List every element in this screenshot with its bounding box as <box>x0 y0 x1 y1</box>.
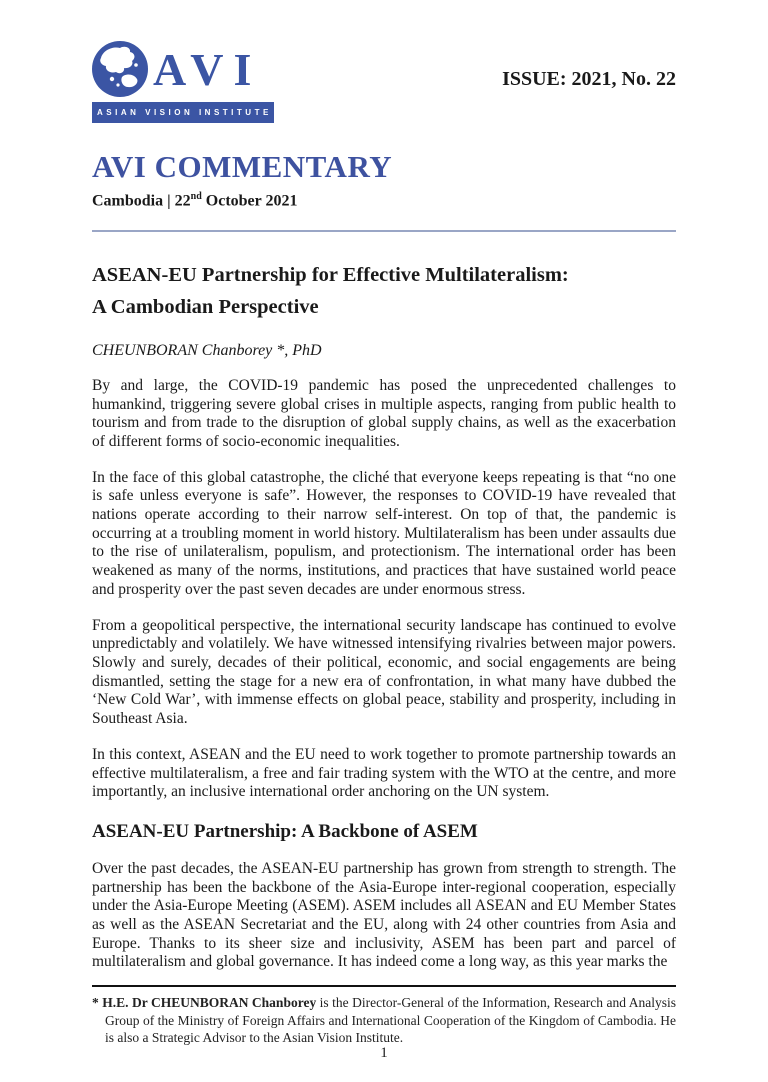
logo-top-row <box>92 40 274 98</box>
article-title <box>92 260 676 324</box>
footnote-text: is the Director-General of the Information, Research and Analysis Group of the Ministry of Foreign Affairs and International Cooperation of the Kingdom of Cambodia. He is also a Strategic Advisor to the Asian Vision Institute. <box>105 995 677 1046</box>
footnote-divider <box>92 985 676 987</box>
dateline-suffix: October 2021 <box>201 192 298 210</box>
author-line: CHEUNBORAN Chanborey *, PhD <box>92 341 322 359</box>
dateline <box>92 191 676 210</box>
masthead-title: AVI COMMENTARY <box>92 149 393 184</box>
paragraph-2: In the face of this global catastrophe, the cliché that everyone keeps repeating is that “no one is safe unless everyone is safe”. However, the responses to COVID-19 have revealed that nations operate according to their narrow self-interest. On top of that, the pandemic is occurring at a troubling moment in world history. Multilateralism has been under assaults due to the rise of unilateralism, populism, and protectionism. The international order has been weakened as many of the norms, institutions, and practices that have sustained world peace and prosperity over the past seven decades are under enormous stress. <box>92 468 676 598</box>
globe-icon <box>92 41 148 97</box>
article-title-line2: A Cambodian Perspective <box>92 296 319 319</box>
avi-logo <box>92 40 274 123</box>
issue-label: ISSUE: 2021, No. 22 <box>502 68 676 90</box>
footnote <box>92 994 676 1047</box>
page-number: 1 <box>380 1045 388 1061</box>
article-title-line1: ASEAN-EU Partnership for Effective Multilateralism: <box>92 264 569 287</box>
paragraph-3: From a geopolitical perspective, the international security landscape has continued to evolve unpredictably and volatilely. We have witnessed intensifying rivalries between major powers. Slowly and surely, decades of their political, economic, and social engagements are being dismantled, setting the stage for a new era of confrontation, in what many have dubbed the ‘New Cold War’, with immense effects on global peace, stability and prosperity, including in Southeast Asia. <box>92 616 676 728</box>
section-heading: ASEAN-EU Partnership: A Backbone of ASEM <box>92 820 478 842</box>
dateline-prefix: Cambodia | 22 <box>92 192 191 210</box>
header-divider <box>92 230 676 232</box>
paragraph-5: Over the past decades, the ASEAN-EU partnership has grown from strength to strength. The partnership has been the backbone of the Asia-Europe inter-regional cooperation, especially under the Asia-Europe Meeting (ASEM). ASEM includes all ASEAN and EU Member States as well as the ASEAN Secretariat and the EU, along with 24 other countries from Asia and Europe. Thanks to its sheer size and inclusivity, ASEM has been part and parcel of multilateralism and global governance. It has indeed come a long way, as this year marks the <box>92 859 676 971</box>
dateline-ordinal: nd <box>190 191 202 202</box>
footnote-author: * H.E. Dr CHEUNBORAN Chanborey <box>92 995 317 1011</box>
logo-acronym: AVI <box>153 44 262 95</box>
header <box>92 40 676 123</box>
paragraph-4: In this context, ASEAN and the EU need to work together to promote partnership towards an effective multilateralism, a free and fair trading system with the WTO at the centre, and more importantly, an inclusive international order anchoring on the UN system. <box>92 745 676 801</box>
paragraph-1: By and large, the COVID-19 pandemic has posed the unprecedented challenges to humankind, triggering severe global crises in multiple aspects, ranging from public health to tourism and from trade to the disruption of global supply chains, as well as the exacerbation of different forms of socio-economic inequalities. <box>92 376 676 450</box>
logo-banner: ASIAN VISION INSTITUTE <box>92 102 274 123</box>
